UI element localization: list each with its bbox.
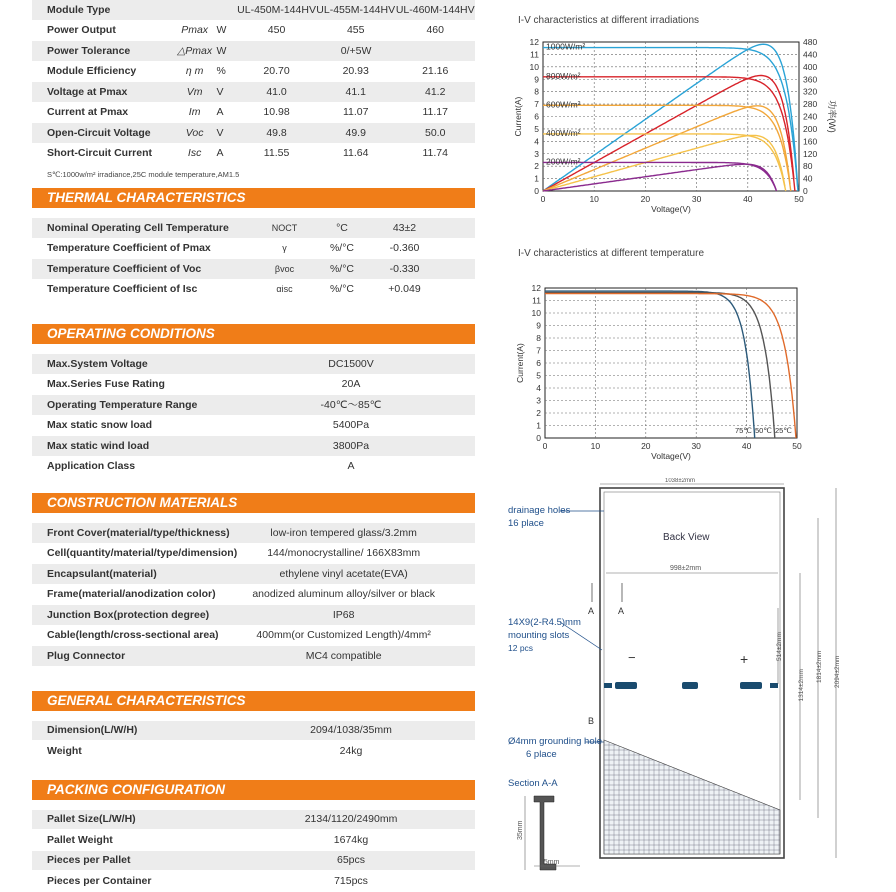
row-label: Power Output	[32, 20, 173, 41]
dim-2094-label: 2094±2mm	[834, 655, 841, 688]
row-label: Pallet Weight	[32, 830, 267, 851]
series-label: 1000W/m²	[546, 41, 586, 52]
row-unit: %/°C	[312, 259, 372, 280]
row-unit: A	[217, 143, 238, 164]
row-value: 20A	[267, 374, 475, 395]
junction-box	[682, 682, 698, 689]
connector	[740, 682, 762, 689]
row-value-2: 455	[316, 20, 396, 41]
row-label: Pieces per Container	[32, 871, 267, 892]
y-tick-label: 0	[536, 433, 541, 443]
row-value: A	[267, 456, 475, 477]
row-value-3: 11.17	[395, 102, 475, 123]
row-label: Plug Connector	[32, 646, 252, 667]
section-mark-a: A	[588, 606, 595, 616]
y-tick-label: 6	[534, 111, 539, 122]
row-label: Max static snow load	[32, 415, 267, 436]
thermal-title: THERMAL CHARACTERISTICS	[32, 188, 475, 208]
row-value: IP68	[252, 605, 475, 626]
row-value-1: 11.55	[237, 143, 316, 164]
negative-terminal-mark: −	[628, 650, 636, 665]
y2-tick-label: 400	[803, 61, 818, 72]
x-tick-label: 20	[640, 194, 651, 204]
row-value: low-iron tempered glass/3.2mm	[252, 523, 475, 543]
operating-title: OPERATING CONDITIONS	[32, 324, 475, 344]
series-label: 50℃	[755, 426, 772, 435]
y-axis-label: Current(A)	[513, 96, 523, 137]
table-row	[32, 102, 475, 123]
y-tick-label: 4	[536, 383, 541, 393]
row-symbol: η m	[173, 61, 217, 82]
row-value: 5400Pa	[267, 415, 475, 436]
row-value-2: 49.9	[316, 123, 396, 144]
row-value-2: 11.07	[316, 102, 396, 123]
row-symbol: Vm	[173, 82, 217, 103]
row-value: ethylene vinyl acetate(EVA)	[252, 564, 475, 585]
table-row	[32, 41, 475, 62]
y-tick-label: 12	[529, 37, 539, 47]
y2-tick-label: 0	[803, 186, 808, 196]
row-label: Module Efficiency	[32, 61, 173, 82]
section-aa-label: Section A-A	[508, 778, 558, 789]
row-value: 3800Pa	[267, 436, 475, 457]
row-label: Front Cover(material/type/thickness)	[32, 523, 252, 543]
row-label: Pieces per Pallet	[32, 850, 267, 871]
back-view-label: Back View	[663, 532, 710, 543]
y-tick-label: 5	[534, 123, 539, 134]
inner-width-dim-label: 998±2mm	[670, 565, 702, 572]
row-symbol: Isc	[173, 143, 217, 164]
section-mark-a: A	[618, 606, 625, 616]
row-value-3: 460	[395, 20, 475, 41]
general-table	[32, 721, 475, 762]
row-value-3: 50.0	[395, 123, 475, 144]
profile-height-dim: 35mm	[517, 820, 524, 840]
row-value: 2134/1120/2490mm	[267, 810, 475, 830]
row-label: Power Tolerance	[32, 41, 173, 62]
model-col-3: UL-460M-144HV	[395, 0, 475, 20]
section-mark-b: B	[588, 716, 595, 726]
row-value: 715pcs	[267, 871, 475, 892]
x-tick-label: 10	[589, 194, 599, 204]
row-unit: V	[217, 123, 238, 144]
model-col-2: UL-455M-144HV	[316, 0, 396, 20]
y-axis-label: Current(A)	[515, 343, 525, 383]
row-symbol: △Pmax	[173, 41, 217, 62]
row-unit: W	[217, 41, 238, 62]
series-label: 600W/m²	[546, 99, 581, 110]
row-spacer	[437, 218, 475, 238]
table-row	[32, 741, 475, 762]
row-value: -0.330	[372, 259, 437, 280]
x-tick-label: 40	[741, 441, 752, 451]
y2-tick-label: 160	[803, 136, 818, 147]
packing-table	[32, 810, 475, 892]
y-tick-label: 11	[532, 295, 541, 306]
row-value: 65pcs	[267, 850, 475, 871]
row-spacer	[437, 238, 475, 259]
general-title: GENERAL CHARACTERISTICS	[32, 691, 475, 711]
row-value: 400mm(or Customized Length)/4mm²	[252, 625, 475, 646]
y-tick-label: 8	[536, 333, 541, 343]
construction-table	[32, 523, 475, 667]
temperature-chart	[500, 275, 896, 470]
table-row	[32, 871, 475, 892]
row-spacer	[437, 259, 475, 280]
chart2-title: I-V characteristics at different temperature	[518, 248, 705, 259]
irradiance-chart	[500, 30, 896, 220]
x-tick-label: 0	[542, 441, 548, 451]
table-row	[32, 850, 475, 871]
spec-panel	[32, 0, 475, 892]
thermal-table	[32, 218, 475, 300]
row-value-3: 11.74	[395, 143, 475, 164]
table-row	[32, 123, 475, 144]
row-label: Voltage at Pmax	[32, 82, 173, 103]
table-row	[32, 374, 475, 395]
row-unit: %/°C	[312, 279, 372, 300]
row-value-3: 41.2	[395, 82, 475, 103]
x-tick-label: 0	[540, 194, 546, 204]
y-tick-label: 3	[534, 148, 539, 159]
y2-tick-label: 200	[803, 123, 818, 134]
row-unit: V	[217, 82, 238, 103]
profile-width-dim: 35mm	[540, 859, 560, 866]
module-type-label: Module Type	[32, 0, 173, 20]
y-tick-label: 2	[534, 161, 539, 172]
y-tick-label: 8	[534, 86, 539, 97]
row-label: Open-Circuit Voltage	[32, 123, 173, 144]
mounting-slot-label: 14X9(2-R4.5)mm	[508, 617, 581, 628]
row-label: Nominal Operating Cell Temperature	[32, 218, 257, 238]
table-row	[32, 20, 475, 41]
y-tick-label: 9	[534, 74, 539, 85]
series-label: 75℃	[735, 426, 752, 435]
row-label: Temperature Coefficient of Isc	[32, 279, 257, 300]
series-label: 200W/m²	[546, 156, 581, 167]
x-tick-label: 50	[794, 194, 804, 204]
dim-1814-label: 1814±2mm	[816, 650, 823, 683]
y2-tick-label: 120	[803, 148, 818, 159]
positive-terminal-mark: +	[740, 651, 749, 667]
row-value-2: 20.93	[316, 61, 396, 82]
chart1-title: I-V characteristics at different irradiations	[518, 15, 700, 26]
y-tick-label: 11	[530, 49, 539, 60]
x-tick-label: 10	[590, 441, 601, 451]
row-symbol: NOCT	[257, 218, 312, 238]
y2-tick-label: 480	[803, 37, 818, 47]
row-label: Pallet Size(L/W/H)	[32, 810, 267, 830]
y2-axis-label: 功率(W)	[827, 100, 837, 133]
grounding-count: 6 place	[526, 749, 557, 760]
row-value: DC1500V	[267, 354, 475, 374]
x-tick-label: 30	[691, 194, 702, 204]
row-value-1: 49.8	[237, 123, 316, 144]
row-value: 1674kg	[267, 830, 475, 851]
y-tick-label: 1	[534, 173, 539, 184]
y2-tick-label: 80	[803, 161, 813, 172]
table-row	[32, 354, 475, 374]
dim-514-label: 514±2mm	[776, 632, 783, 661]
row-label: Junction Box(protection degree)	[32, 605, 252, 626]
table-row	[32, 456, 475, 477]
row-unit: W	[217, 20, 238, 41]
row-label: Cell(quantity/material/type/dimension)	[32, 543, 252, 564]
construction-title: CONSTRUCTION MATERIALS	[32, 493, 475, 513]
table-row	[32, 279, 475, 300]
row-value: -40℃～85℃	[267, 395, 475, 416]
y-tick-label: 5	[536, 370, 541, 381]
connector	[615, 682, 637, 689]
x-tick-label: 30	[691, 441, 701, 451]
x-tick-label: 50	[792, 441, 802, 451]
row-value-2: 11.64	[316, 143, 396, 164]
row-symbol: γ	[257, 238, 312, 259]
mounting-slot	[770, 683, 778, 688]
row-label: Temperature Coefficient of Pmax	[32, 238, 257, 259]
y-tick-label: 1	[536, 420, 541, 431]
row-symbol: Pmax	[173, 20, 217, 41]
row-label: Application Class	[32, 456, 267, 477]
y-tick-label: 7	[536, 345, 541, 356]
y2-tick-label: 360	[803, 74, 818, 85]
table-row	[32, 415, 475, 436]
row-label: Frame(material/anodization color)	[32, 584, 252, 605]
table-row	[32, 564, 475, 585]
row-label: Cable(length/cross-sectional area)	[32, 625, 252, 646]
row-value-1: 10.98	[237, 102, 316, 123]
row-value: 43±2	[372, 218, 437, 238]
stc-note: S℃:1000w/m² irradiance,25C module temperature,AM1.5	[47, 170, 240, 179]
table-row	[32, 625, 475, 646]
table-row	[32, 259, 475, 280]
row-spacer	[437, 279, 475, 300]
x-axis-label: Voltage(V)	[651, 204, 691, 214]
row-unit: °C	[312, 218, 372, 238]
row-value-1: 20.70	[237, 61, 316, 82]
table-header-row	[32, 0, 475, 20]
row-unit: %/°C	[312, 238, 372, 259]
row-value: +0.049	[372, 279, 437, 300]
row-value: 0/+5W	[237, 41, 475, 62]
row-unit: A	[217, 102, 238, 123]
drainage-label: drainage holes	[508, 505, 571, 516]
y-tick-label: 10	[529, 61, 539, 72]
x-tick-label: 40	[743, 194, 753, 204]
series-label: 800W/m²	[546, 70, 581, 81]
y-tick-label: 0	[534, 186, 539, 196]
table-row	[32, 543, 475, 564]
y2-tick-label: 440	[803, 49, 818, 60]
row-label: Operating Temperature Range	[32, 395, 267, 416]
row-label: Max.System Voltage	[32, 354, 267, 374]
row-symbol: Voc	[173, 123, 217, 144]
width-dim-label: 1038±2mm	[665, 478, 695, 484]
packing-title: PACKING CONFIGURATION	[32, 780, 475, 800]
x-tick-label: 20	[641, 441, 651, 451]
y-tick-label: 9	[536, 320, 541, 331]
y-tick-label: 10	[531, 308, 541, 318]
table-row	[32, 238, 475, 259]
table-row	[32, 82, 475, 103]
row-label: Dimension(L/W/H)	[32, 721, 267, 741]
table-row	[32, 721, 475, 741]
x-axis-label: Voltage(V)	[651, 451, 691, 461]
row-symbol: αisc	[257, 279, 312, 300]
module-drawing	[500, 478, 896, 890]
row-label: Current at Pmax	[32, 102, 173, 123]
grounding-label: Ø4mm grounding hole	[508, 736, 602, 747]
table-row	[32, 523, 475, 543]
row-value-3: 21.16	[395, 61, 475, 82]
row-value: MC4 compatible	[252, 646, 475, 667]
dim-1314-label: 1314±2mm	[798, 669, 805, 702]
table-row	[32, 830, 475, 851]
row-value: 24kg	[267, 741, 475, 762]
row-value-2: 41.1	[316, 82, 396, 103]
y2-tick-label: 240	[803, 111, 818, 122]
y-tick-label: 2	[536, 408, 541, 418]
mounting-slot	[604, 683, 612, 688]
table-row	[32, 584, 475, 605]
y-tick-label: 6	[536, 358, 541, 368]
y2-tick-label: 40	[803, 173, 813, 184]
drainage-count: 16 place	[508, 518, 544, 529]
table-row	[32, 605, 475, 626]
y-tick-label: 7	[534, 99, 539, 110]
row-label: Max static wind load	[32, 436, 267, 457]
row-symbol: Im	[173, 102, 217, 123]
row-label: Short-Circuit Current	[32, 143, 173, 164]
row-value: anodized aluminum alloy/silver or black	[252, 584, 475, 605]
operating-table	[32, 354, 475, 477]
y2-tick-label: 280	[803, 99, 818, 110]
row-label: Temperature Coefficient of Voc	[32, 259, 257, 280]
series-label: 400W/m²	[546, 127, 581, 138]
row-symbol: βvoc	[257, 259, 312, 280]
y-tick-label: 3	[536, 395, 541, 406]
model-col-1: UL-450M-144HV	[237, 0, 316, 20]
row-label: Max.Series Fuse Rating	[32, 374, 267, 395]
row-label: Weight	[32, 741, 267, 762]
mounting-slot-desc: mounting slots	[508, 630, 570, 641]
row-value: -0.360	[372, 238, 437, 259]
mounting-slot-count: 12 pcs	[508, 643, 534, 653]
electrical-table	[32, 0, 475, 164]
table-row	[32, 646, 475, 667]
table-row	[32, 395, 475, 416]
table-row	[32, 143, 475, 164]
y-tick-label: 4	[534, 136, 539, 147]
row-value: 144/monocrystalline/ 166X83mm	[252, 543, 475, 564]
table-row	[32, 61, 475, 82]
row-value: 2094/1038/35mm	[267, 721, 475, 741]
table-row	[32, 436, 475, 457]
table-row	[32, 218, 475, 238]
row-value-1: 450	[237, 20, 316, 41]
row-value-1: 41.0	[237, 82, 316, 103]
y2-tick-label: 320	[803, 86, 818, 97]
series-label: 25℃	[775, 426, 792, 435]
row-label: Encapsulant(material)	[32, 564, 252, 585]
charts-panel	[500, 0, 896, 890]
y-tick-label: 12	[531, 283, 541, 293]
table-row	[32, 810, 475, 830]
row-unit: %	[217, 61, 238, 82]
